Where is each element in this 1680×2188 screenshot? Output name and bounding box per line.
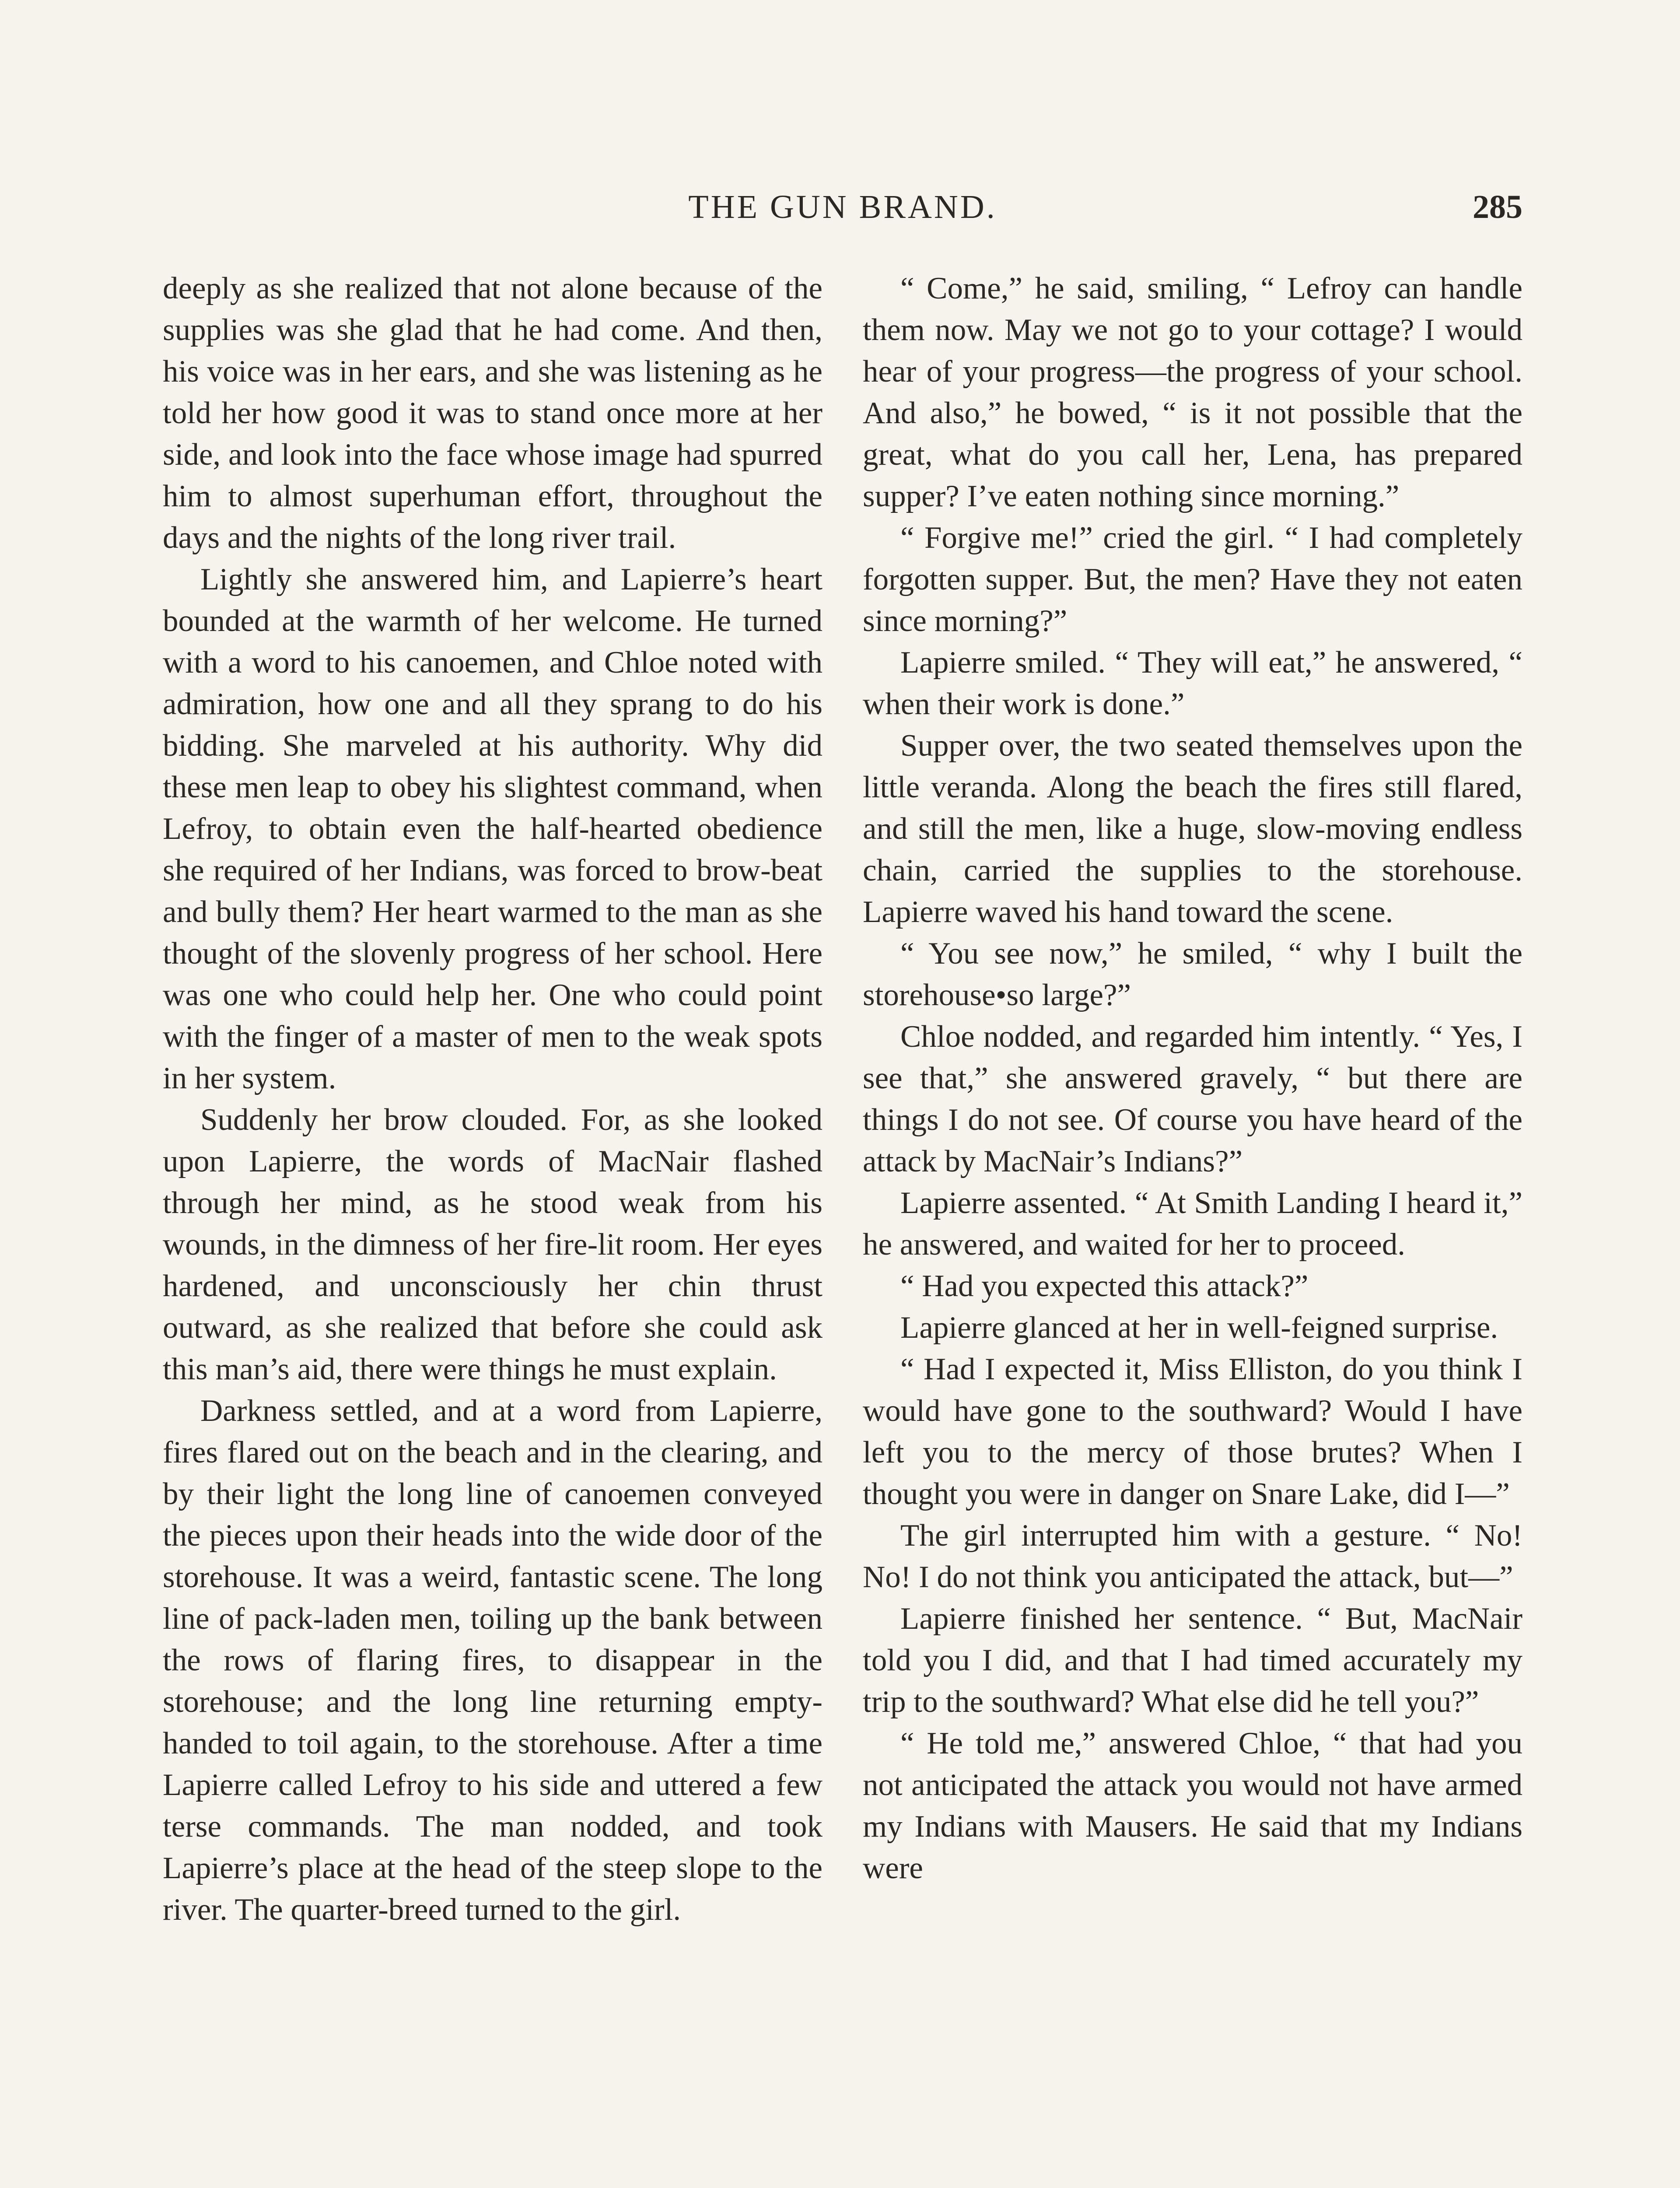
page-number: 285	[1473, 189, 1522, 225]
left-column	[163, 268, 822, 1931]
paragraph: Supper over, the two seated themselves upon the little veranda. Along the beach the fires still flared, and still the men, like a huge, slow-moving endless chain, carried the supplies to the storehouse. Lapierre waved his hand toward the scene.	[863, 729, 1522, 929]
paragraph: “ Forgive me!” cried the girl. “ I had completely forgotten supper. But, the men? Have they not eaten since morning?”	[863, 521, 1522, 638]
paragraph: Lightly she answered him, and Lapierre’s heart bounded at the warmth of her welcome. He turned with a word to his canoemen, and Chloe noted with admiration, how one and all they sprang to do his bidding. She marveled at his authority. Why did these men leap to obey his slightest command, when Lefroy, to obtain even the half-hearted obedience she required of her Indians, was forced to brow-beat and bully them? Her heart warmed to the man as she thought of the slovenly progress of her school. Here was one who could help her. One who could point with the finger of a master of men to the weak spots in her system.	[163, 562, 822, 1095]
right-column	[863, 268, 1522, 1889]
paragraph: “ Had you expected this attack?”	[900, 1269, 1309, 1303]
paragraph: Chloe nodded, and regarded him intently. “ Yes, I see that,” she answered gravely, “ but there are things I do not see. Of course you have heard of the attack by MacNair’s Indians?”	[863, 1020, 1522, 1178]
paragraph: “ Come,” he said, smiling, “ Lefroy can handle them now. May we not go to your cottage? I would hear of your progress—the progress of your school. And also,” he bowed, “ is it not possible that the great, what do you call her, Lena, has prepared supper? I’ve eaten nothing since morning.”	[863, 271, 1522, 513]
running-head: THE GUN BRAND.	[688, 189, 997, 225]
paragraph: deeply as she realized that not alone because of the supplies was she glad that he had come. And then, his voice was in her ears, and she was listening as he told her how good it was to stand once more at her side, and look into the face whose image had spurred him to almost superhuman effort, throughout the days and the nights of the long river trail.	[163, 271, 822, 555]
paragraph: “ He told me,” answered Chloe, “ that had you not anticipated the attack you would not have armed my Indians with Mausers. He said that my Indians were	[863, 1726, 1522, 1885]
paragraph: “ Had I expected it, Miss Elliston, do you think I would have gone to the southward? Would I have left you to the mercy of those brutes? When I thought you were in danger on Snare Lake, did I—”	[863, 1352, 1522, 1511]
paragraph: Lapierre smiled. “ They will eat,” he answered, “ when their work is done.”	[863, 645, 1522, 721]
paragraph: Lapierre finished her sentence. “ But, MacNair told you I did, and that I had timed accurately my trip to the southward? What else did he tell you?”	[863, 1602, 1522, 1719]
paragraph: Lapierre assented. “ At Smith Landing I heard it,” he answered, and waited for her to proceed.	[863, 1186, 1522, 1262]
paragraph: “ You see now,” he smiled, “ why I built the storehouse•so large?”	[863, 936, 1522, 1012]
paragraph: Suddenly her brow clouded. For, as she looked upon Lapierre, the words of MacNair flashed through her mind, as he stood weak from his wounds, in the dimness of her fire-lit room. Her eyes hardened, and unconsciously her chin thrust outward, as she realized that before she could ask this man’s aid, there were things he must explain.	[163, 1103, 822, 1386]
paragraph: The girl interrupted him with a gesture. “ No! No! I do not think you anticipated the attack, but—”	[863, 1518, 1522, 1594]
page-header	[163, 183, 1522, 231]
paragraph: Lapierre glanced at her in well-feigned surprise.	[900, 1311, 1498, 1345]
paragraph: Darkness settled, and at a word from Lapierre, fires flared out on the beach and in the clearing, and by their light the long line of canoemen conveyed the pieces upon their heads into the wide door of the storehouse. It was a weird, fantastic scene. The long line of pack-laden men, toiling up the bank between the rows of flaring fires, to disappear in the storehouse; and the long line returning empty-handed to toil again, to the storehouse. After a time Lapierre called Lefroy to his side and uttered a few terse commands. The man nodded, and took Lapierre’s place at the head of the steep slope to the river. The quarter-breed turned to the girl.	[163, 1394, 822, 1927]
